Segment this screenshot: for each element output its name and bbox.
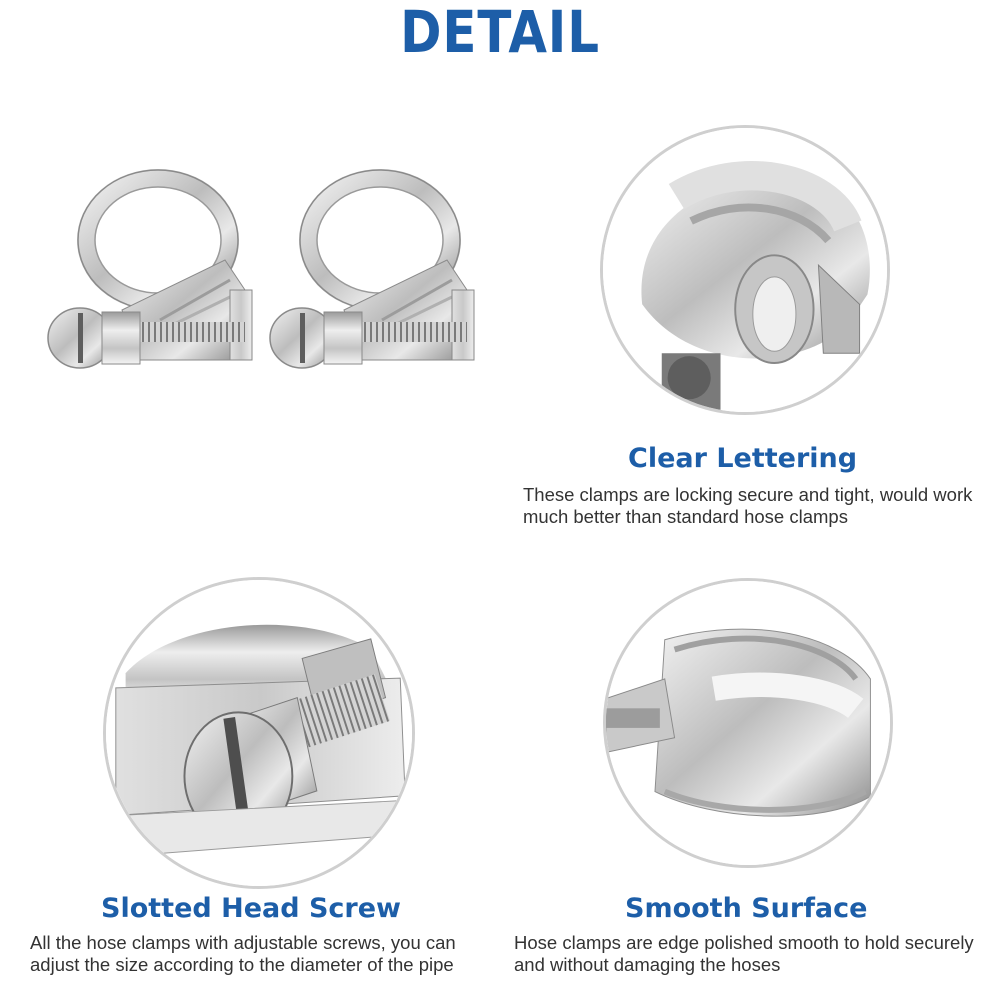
clamp-band-closeup [600,125,890,415]
feature-heading-smooth-surface: Smooth Surface [625,893,868,924]
feature-description-smooth-surface: Hose clamps are edge polished smooth to hold securely and without damaging the hoses [514,932,974,975]
feature-heading-slotted-head-screw: Slotted Head Screw [101,893,401,924]
hose-clamp-right [270,170,474,368]
feature-description-slotted-head-screw: All the hose clamps with adjustable screws, you can adjust the size according to the diameter of the pipe [30,932,456,975]
hose-clamp-left [48,170,252,368]
feature-description-clear-lettering: These clamps are locking secure and tight, would work much better than standard hose clamps [523,484,973,527]
page-title: DETAIL [400,0,600,66]
product-photo [40,160,510,400]
feature-heading-clear-lettering: Clear Lettering [628,443,858,474]
polished-band-closeup [603,578,893,868]
slotted-screw-closeup [103,577,415,889]
